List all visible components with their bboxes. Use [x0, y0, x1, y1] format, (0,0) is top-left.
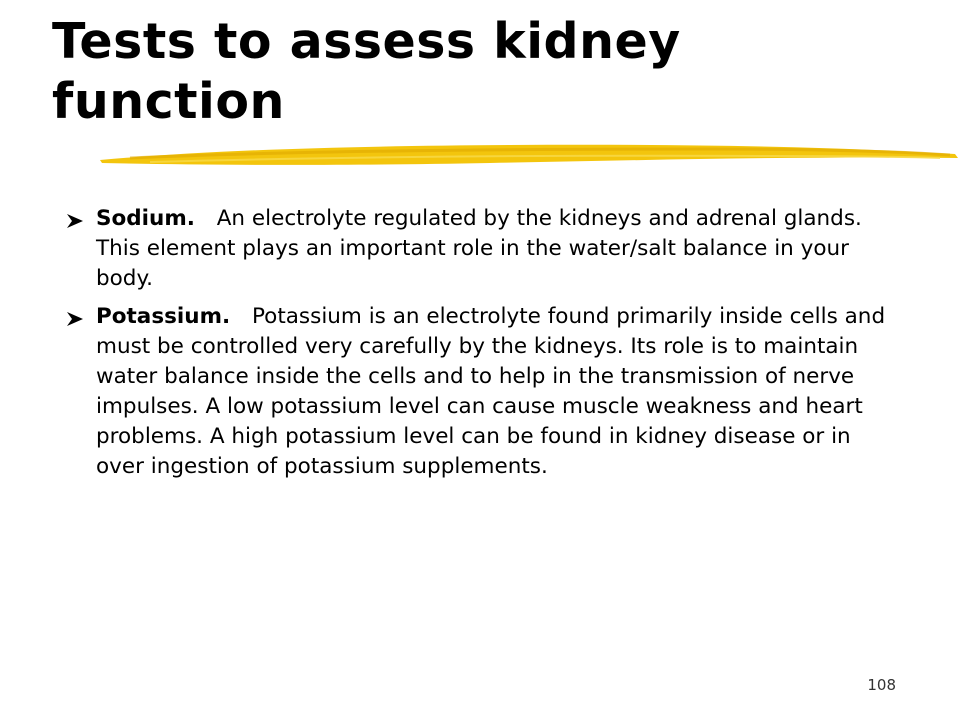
bullet-term: Sodium.: [96, 206, 210, 231]
bullet-text: An electrolyte regulated by the kidneys and adrenal glands. This element plays an important role in the water/salt balance in your body.: [96, 206, 862, 291]
bullet-list: [66, 204, 886, 490]
slide-title-line-2: function: [52, 73, 285, 130]
bullet-item-potassium: [66, 302, 886, 482]
bullet-text: Potassium is an electrolyte found primarily inside cells and must be controlled very carefully by the kidneys. Its role is to maintain water balance inside the cells and to help in the transmission of nerve impulses. A low potassium level can cause muscle weakness and heart problems. A high potassium level can be found in kidney disease or in over ingestion of potassium supplements.: [96, 304, 886, 479]
arrow-bullet-icon: [66, 213, 84, 229]
slide-title-line-1: Tests to assess kidney: [52, 13, 681, 70]
slide-title: [52, 12, 912, 132]
page-number: 108: [867, 676, 896, 694]
brush-stroke-underline: [90, 136, 960, 176]
arrow-bullet-icon: [66, 311, 84, 327]
bullet-item-sodium: [66, 204, 886, 294]
bullet-term: Potassium.: [96, 304, 246, 329]
